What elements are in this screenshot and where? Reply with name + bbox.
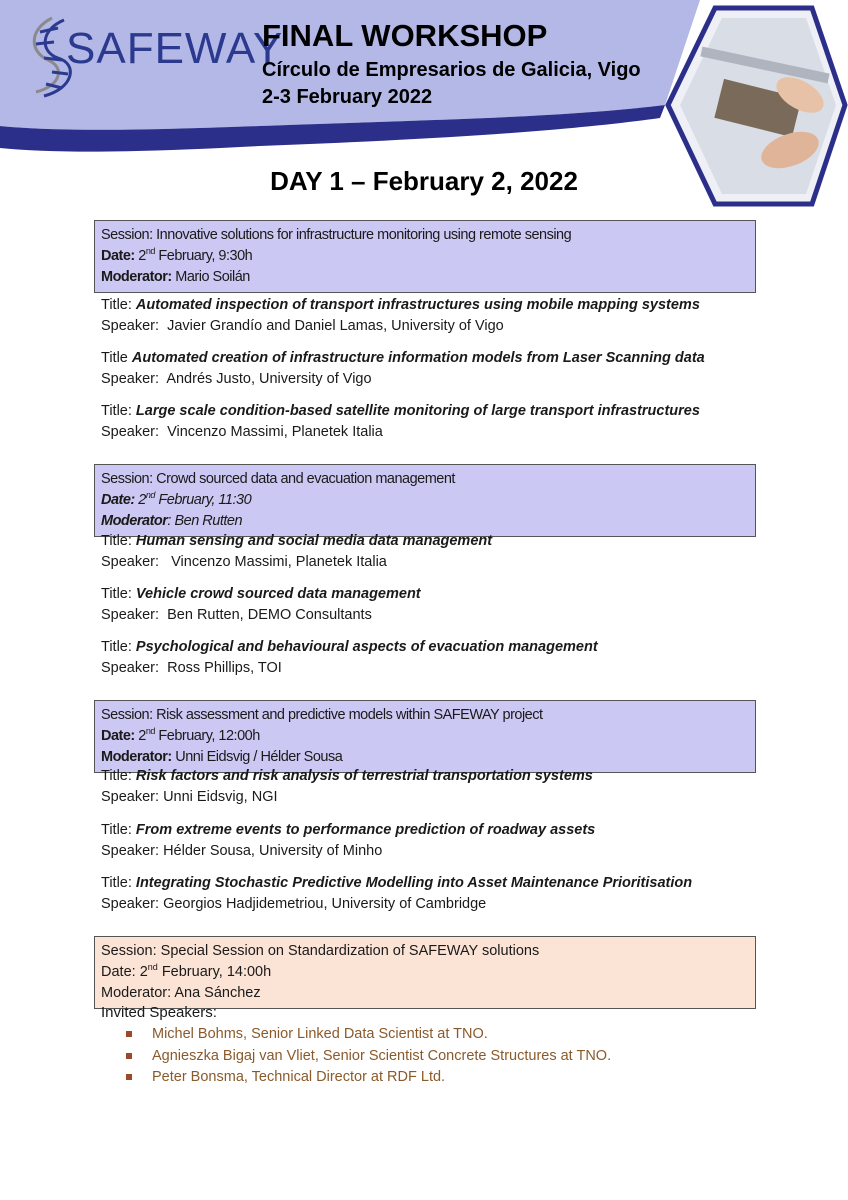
moderator-label: Moderator: [101, 513, 168, 529]
talk: [101, 531, 821, 573]
session-box: [94, 220, 756, 293]
speaker-label: Speaker:: [101, 424, 160, 440]
invited-speaker: Agnieszka Bigaj van Vliet, Senior Scientist Concrete Structures at TNO.: [152, 1047, 612, 1064]
session-box: [94, 700, 756, 773]
talk-speaker: Vincenzo Massimi, Planetek Italia: [167, 424, 383, 440]
talk: [101, 401, 821, 443]
talk: [101, 295, 821, 337]
date-label: Date:: [101, 492, 135, 508]
talk-title: Human sensing and social media data management: [135, 533, 493, 549]
talk: [101, 873, 821, 915]
moderator-name: Mario Soilán: [175, 269, 250, 285]
title-label: Title:: [101, 533, 132, 549]
bullet-square-icon: [126, 1031, 132, 1037]
title-label: Title:: [101, 586, 132, 602]
talk-title: Psychological and behavioural aspects of evacuation management: [135, 639, 598, 655]
talk-title: Risk factors and risk analysis of terrestrial transportation systems: [135, 768, 593, 784]
session-name: : Crowd sourced data and evacuation management: [149, 471, 455, 487]
session-label: Session:: [101, 227, 153, 243]
speaker-label: Speaker:: [101, 789, 160, 805]
session-name: Innovative solutions for infrastructure monitoring using remote sensing: [156, 227, 572, 243]
title-label: Title:: [101, 875, 132, 891]
speaker-label: Speaker:: [101, 554, 160, 570]
moderator-name: Unni Eidsvig / Hélder Sousa: [175, 749, 343, 765]
title-label: Title:: [101, 403, 132, 419]
speaker-label: Speaker:: [101, 371, 160, 387]
talk-title: Automated inspection of transport infrastructures using mobile mapping systems: [135, 297, 700, 313]
title-label: Title: [101, 350, 128, 366]
talk-title: Large scale condition-based satellite monitoring of large transport infrastructures: [135, 403, 700, 419]
date-sup: nd: [145, 726, 155, 737]
moderator-name: : Ana Sánchez: [167, 985, 261, 1001]
moderator-label: Moderator:: [101, 749, 172, 765]
talk-speaker: Andrés Justo, University of Vigo: [166, 371, 372, 387]
date-sup: nd: [145, 490, 155, 501]
moderator-label: Moderator: [101, 985, 168, 1001]
date-day: 2: [138, 248, 146, 264]
title-label: Title:: [101, 639, 132, 655]
session-box: [94, 464, 756, 537]
talk-speaker: Hélder Sousa, University of Minho: [163, 843, 383, 859]
talk-title: Automated creation of infrastructure information models from Laser Scanning data: [131, 350, 705, 366]
invited-speakers-heading: Invited Speakers:: [101, 1004, 217, 1021]
logo-text: SAFEWAY: [66, 24, 284, 73]
talk: [101, 766, 821, 808]
day-title: DAY 1 – February 2, 2022: [270, 166, 578, 196]
list-item: [126, 1067, 611, 1089]
talk-speaker: Georgios Hadjidemetriou, University of Cambridge: [163, 896, 487, 912]
talk-title: From extreme events to performance prediction of roadway assets: [135, 822, 596, 838]
invited-speaker: Peter Bonsma, Technical Director at RDF Ltd.: [152, 1069, 446, 1085]
speaker-label: Speaker:: [101, 318, 160, 334]
session-label: Session: [101, 943, 153, 959]
workshop-venue: Círculo de Empresarios de Galicia, Vigo: [262, 59, 641, 81]
talk-title: Integrating Stochastic Predictive Modelling into Asset Maintenance Prioritisation: [135, 875, 693, 891]
date-value: February, 11:30: [158, 492, 252, 508]
date-label: Date:: [101, 728, 135, 744]
workshop-title: FINAL WORKSHOP: [262, 18, 548, 53]
session-name: Risk assessment and predictive models within SAFEWAY project: [156, 707, 543, 723]
invited-speaker: Michel Bohms, Senior Linked Data Scientist at TNO.: [152, 1026, 488, 1042]
talk-speaker: Ben Rutten, DEMO Consultants: [167, 607, 372, 623]
bullet-square-icon: [126, 1074, 132, 1080]
title-label: Title:: [101, 297, 132, 313]
moderator-name: : Ben Rutten: [167, 513, 243, 529]
session-name: : Special Session on Standardization of SAFEWAY solutions: [152, 943, 540, 959]
talk: [101, 584, 821, 626]
date-label: Date: [101, 964, 132, 980]
invited-speakers-list: [126, 1024, 611, 1089]
title-label: Title:: [101, 822, 132, 838]
speaker-label: Speaker:: [101, 607, 160, 623]
moderator-label: Moderator:: [101, 269, 172, 285]
bullet-square-icon: [126, 1053, 132, 1059]
session-label: Session: [101, 471, 150, 487]
date-day: : 2: [131, 964, 148, 980]
talk: [101, 348, 821, 390]
date-sup: nd: [147, 962, 158, 973]
talk-title: Vehicle crowd sourced data management: [135, 586, 421, 602]
list-item: [126, 1024, 611, 1046]
workshop-dates: 2-3 February 2022: [262, 86, 433, 108]
date-sup: nd: [145, 246, 155, 257]
date-label: Date:: [101, 248, 135, 264]
talk-speaker: Javier Grandío and Daniel Lamas, University of Vigo: [167, 318, 504, 334]
date-value: February, 14:00h: [161, 964, 272, 980]
talk: [101, 820, 821, 862]
list-item: [126, 1046, 611, 1068]
session-label: Session:: [101, 707, 153, 723]
speaker-label: Speaker:: [101, 843, 160, 859]
talk-speaker: Ross Phillips, TOI: [167, 660, 282, 676]
title-label: Title:: [101, 768, 132, 784]
date-day: 2: [138, 728, 146, 744]
speaker-label: Speaker:: [101, 896, 160, 912]
date-value: February, 9:30h: [158, 248, 253, 264]
date-value: February, 12:00h: [158, 728, 260, 744]
talk-speaker: Vincenzo Massimi, Planetek Italia: [171, 554, 387, 570]
date-day: 2: [138, 492, 146, 508]
special-session-box: [94, 936, 756, 1009]
speaker-label: Speaker:: [101, 660, 160, 676]
talk-speaker: Unni Eidsvig, NGI: [163, 789, 278, 805]
talk: [101, 637, 821, 679]
